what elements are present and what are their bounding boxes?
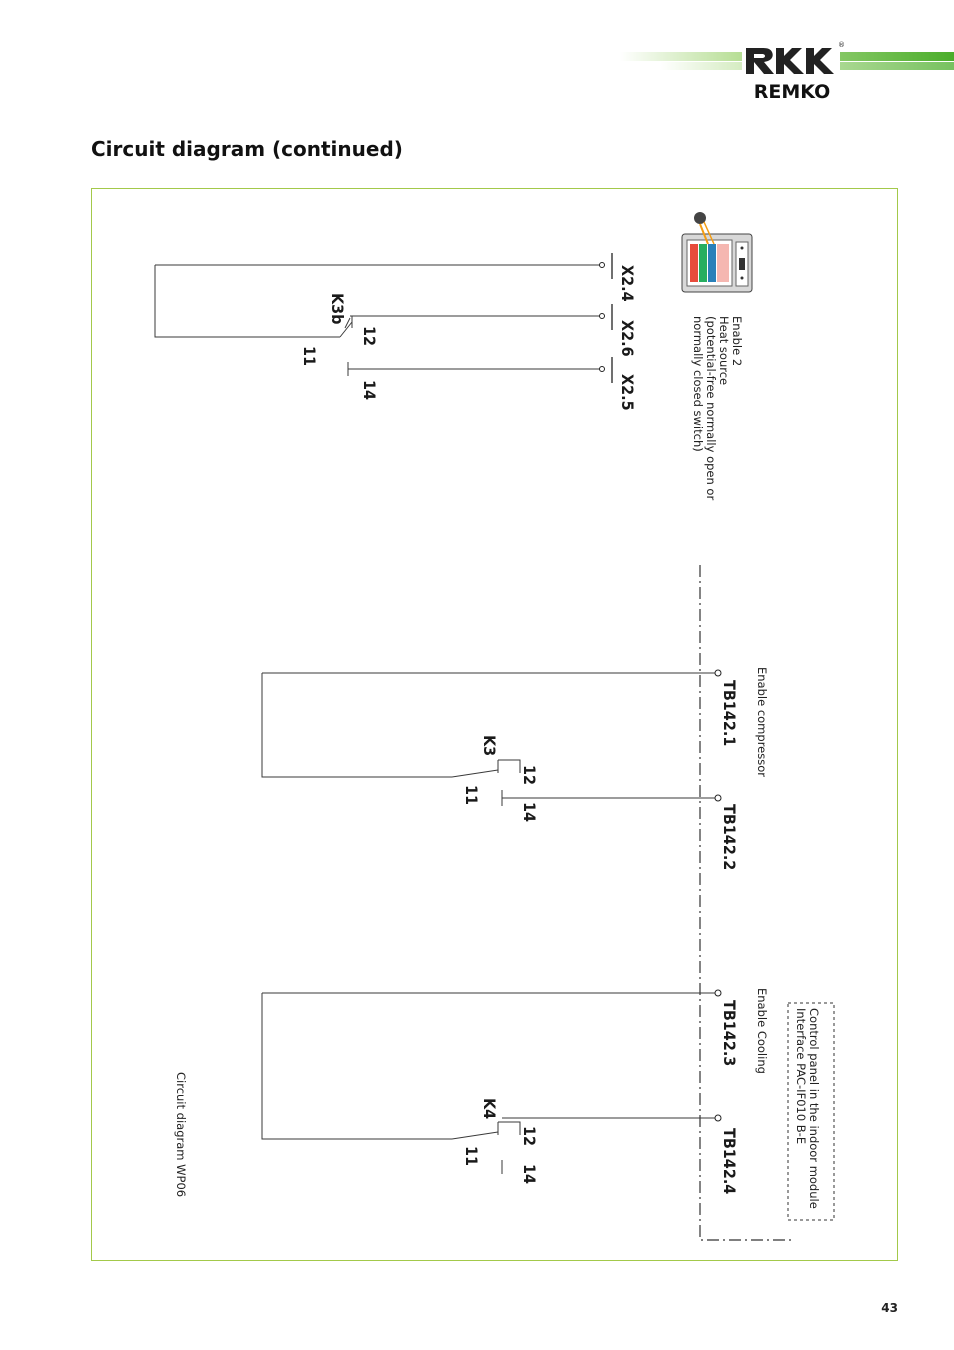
terminal-x26: [600, 304, 613, 330]
contact-12-label: 12: [360, 326, 379, 347]
terminal-x24-label: X2.4: [618, 265, 637, 302]
relay-k3b-label: K3b: [328, 293, 347, 325]
k4-contact-12-label: 12: [520, 1126, 539, 1147]
terminal-x25-label: X2.5: [618, 374, 637, 411]
enable-compressor-label: Enable compressor: [755, 667, 769, 777]
k3-contact-14-label: 14: [520, 802, 539, 823]
k4-contact-11-label: 11: [462, 1146, 481, 1167]
compressor-circuit: [262, 667, 769, 870]
enable2-label-line4: normally closed switch): [691, 316, 705, 452]
diagram-caption: Circuit diagram WP06: [174, 1072, 188, 1198]
terminal-x26-label: X2.6: [618, 320, 637, 357]
relay-k3-label: K3: [480, 735, 499, 757]
enable2-label-line1: Enable 2: [730, 316, 744, 367]
relay-k4-label: K4: [480, 1098, 499, 1120]
registered-mark: ®: [838, 41, 845, 49]
cooling-circuit: [262, 988, 769, 1194]
enable2-label-line2: Heat source: [717, 316, 731, 386]
control-panel-line1: Control panel in the indoor module: [807, 1008, 821, 1209]
terminal-tb1424-label: TB142.4: [720, 1128, 739, 1195]
control-panel-line2: Interface PAC-IF010 B-E: [794, 1008, 808, 1145]
terminal-tb1423-label: TB142.3: [720, 1000, 739, 1067]
enable-cooling-label: Enable Cooling: [755, 988, 769, 1074]
k3-contact-11-label: 11: [462, 785, 481, 806]
k3-contact-12-label: 12: [520, 765, 539, 786]
heat-source-device-icon: [682, 212, 752, 292]
terminal-x24: [600, 253, 613, 279]
terminal-tb1421-label: TB142.1: [720, 680, 739, 747]
contact-11-label: 11: [300, 346, 319, 367]
enable2-circuit: [155, 212, 752, 500]
contact-14-label: 14: [360, 380, 379, 401]
terminal-x25: [600, 357, 613, 383]
enable2-label-line3: (potential-free normally open or: [704, 316, 718, 501]
terminal-tb1422-label: TB142.2: [720, 804, 739, 871]
brand-name: REMKO: [753, 81, 831, 103]
page-number: 43: [881, 1301, 898, 1315]
k4-contact-14-label: 14: [520, 1164, 539, 1185]
page-title: Circuit diagram (continued): [91, 137, 403, 161]
